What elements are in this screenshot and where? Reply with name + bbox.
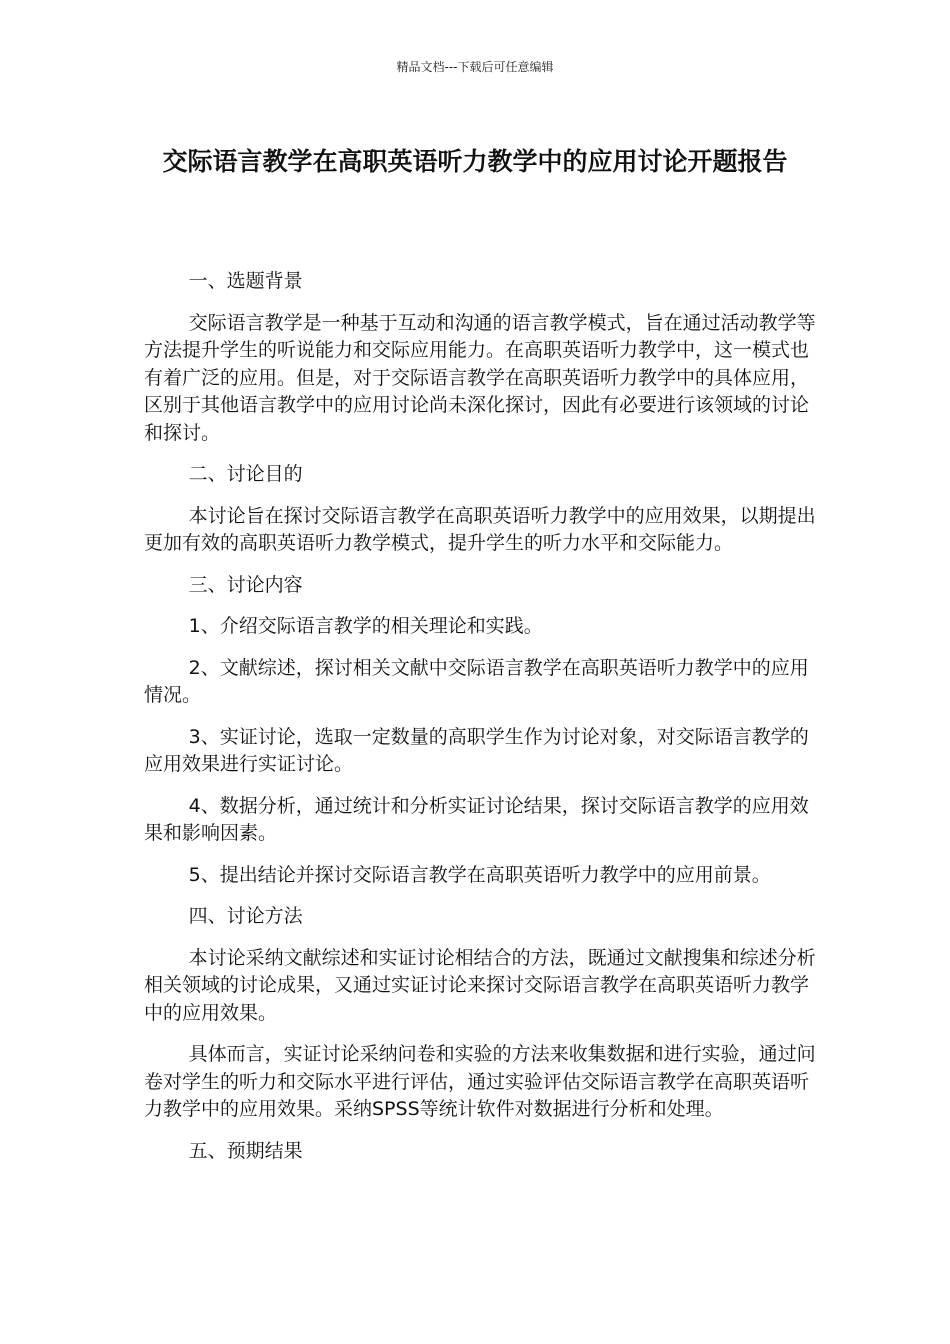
content-item-3: 3、实证讨论，选取一定数量的高职学生作为讨论对象，对交际语言教学的应用效果进行实证讨论。	[144, 725, 809, 775]
paragraph-method-1: 本讨论采纳文献综述和实证讨论相结合的方法，既通过文献搜集和综述分析相关领域的讨论成果，又通过实证讨论来探讨交际语言教学在高职英语听力教学中的应用效果。	[144, 946, 816, 1024]
paragraph-background: 交际语言教学是一种基于互动和沟通的语言教学模式，旨在通过活动教学等方法提升学生的听说能力和交际应用能力。在高职英语听力教学中，这一模式也有着广泛的应用。但是，对于交际语言教学在高职英语听力教学中的具体应用，区别于其他语言教学中的应用讨论尚未深化探讨，因此有必要进行该领域的讨论和探讨。	[144, 311, 816, 444]
document-body	[144, 268, 816, 1179]
content-item-5: 5、提出结论并探讨交际语言教学在高职英语听力教学中的应用前景。	[188, 863, 771, 886]
paragraph-purpose: 本讨论旨在探讨交际语言教学在高职英语听力教学中的应用效果，以期提出更加有效的高职英语听力教学模式，提升学生的听力水平和交际能力。	[144, 504, 816, 554]
document-title: 交际语言教学在高职英语听力教学中的应用讨论开题报告	[162, 147, 788, 176]
page-header: 精品文档---下载后可任意编辑	[396, 60, 554, 74]
content-item-4: 4、数据分析，通过统计和分析实证讨论结果，探讨交际语言教学的应用效果和影响因素。	[144, 794, 809, 844]
content-item-2: 2、文献综述，探讨相关文献中交际语言教学在高职英语听力教学中的应用情况。	[144, 656, 809, 706]
section-heading-content: 三、讨论内容	[188, 573, 303, 596]
section-heading-background: 一、选题背景	[188, 270, 303, 292]
content-item-1: 1、介绍交际语言教学的相关理论和实践。	[188, 615, 543, 637]
section-heading-method: 四、讨论方法	[188, 905, 303, 927]
paragraph-method-2: 具体而言，实证讨论采纳问卷和实验的方法来收集数据和进行实验，通过问卷对学生的听力和交际水平进行评估，通过实验评估交际语言教学在高职英语听力教学中的应用效果。采纳SPSS等统计软件对数据进行分析和处理。	[144, 1043, 816, 1120]
section-heading-purpose: 二、讨论目的	[188, 463, 303, 485]
section-heading-expected-results: 五、预期结果	[188, 1139, 303, 1162]
